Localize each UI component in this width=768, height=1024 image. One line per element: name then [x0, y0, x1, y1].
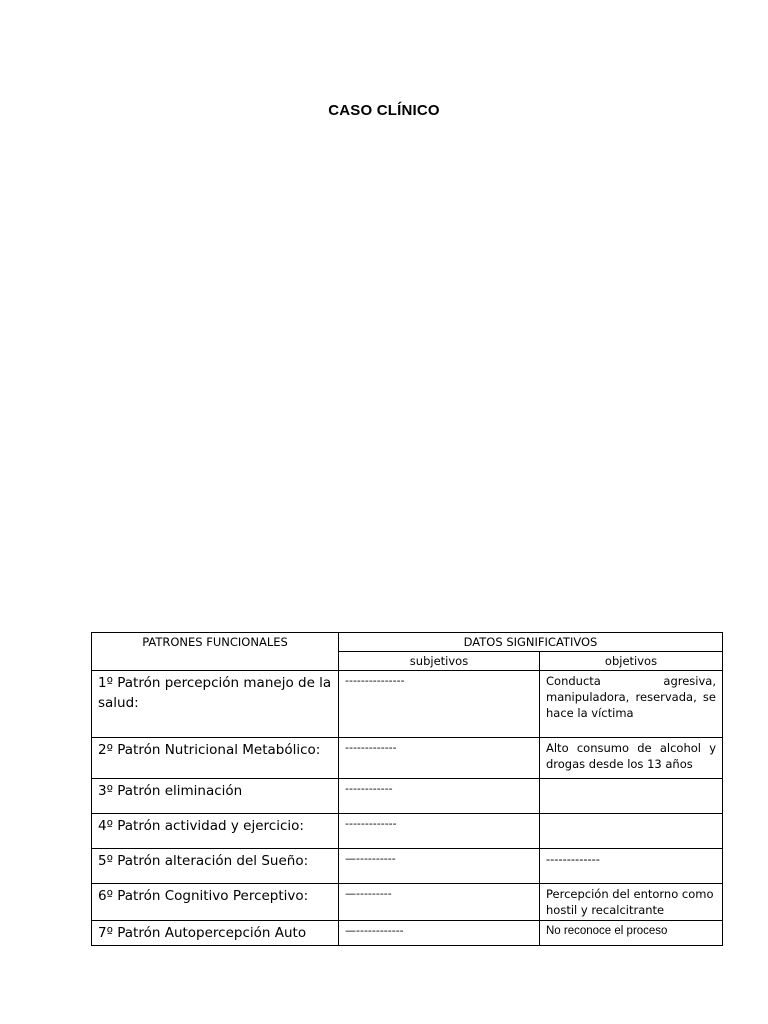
header-objetivos: objetivos	[540, 652, 723, 671]
subjetivos-cell: —---------	[339, 884, 540, 921]
table-row	[92, 921, 723, 946]
header-patrones: PATRONES FUNCIONALES	[92, 633, 339, 671]
objetivos-cell: Percepción del entorno como hostil y recalcitrante	[540, 884, 723, 921]
pattern-cell: 7º Patrón Autopercepción Auto	[92, 921, 339, 946]
table-row	[92, 779, 723, 814]
objetivos-cell	[540, 814, 723, 849]
pattern-cell: 3º Patrón eliminación	[92, 779, 339, 814]
objetivos-cell: Alto consumo de alcohol y drogas desde los 13 años	[540, 738, 723, 779]
pattern-cell: 4º Patrón actividad y ejercicio:	[92, 814, 339, 849]
subjetivos-cell: ---------------	[339, 671, 540, 738]
table-row	[92, 849, 723, 884]
pattern-cell: 2º Patrón Nutricional Metabólico:	[92, 738, 339, 779]
pattern-cell: 1º Patrón percepción manejo de la salud:	[92, 671, 339, 738]
table-row	[92, 814, 723, 849]
pattern-cell: 5º Patrón alteración del Sueño:	[92, 849, 339, 884]
table-row	[92, 884, 723, 921]
subjetivos-cell: -------------	[339, 814, 540, 849]
subjetivos-cell: —----------	[339, 849, 540, 884]
pattern-cell: 6º Patrón Cognitivo Perceptivo:	[92, 884, 339, 921]
subjetivos-cell: ------------	[339, 779, 540, 814]
table-row	[92, 671, 723, 738]
document-title: CASO CLÍNICO	[328, 102, 440, 119]
objetivos-cell: No reconoce el proceso	[540, 921, 723, 946]
objetivos-cell: -------------	[540, 849, 723, 884]
table-row	[92, 738, 723, 779]
table-header-row	[92, 633, 723, 652]
header-datos-significativos: DATOS SIGNIFICATIVOS	[339, 633, 723, 652]
objetivos-cell: Conducta agresiva, manipuladora, reservada, se hace la víctima	[540, 671, 723, 738]
subjetivos-cell: —------------	[339, 921, 540, 946]
functional-patterns-table	[91, 632, 723, 946]
header-subjetivos: subjetivos	[339, 652, 540, 671]
subjetivos-cell: -------------	[339, 738, 540, 779]
objetivos-cell	[540, 779, 723, 814]
